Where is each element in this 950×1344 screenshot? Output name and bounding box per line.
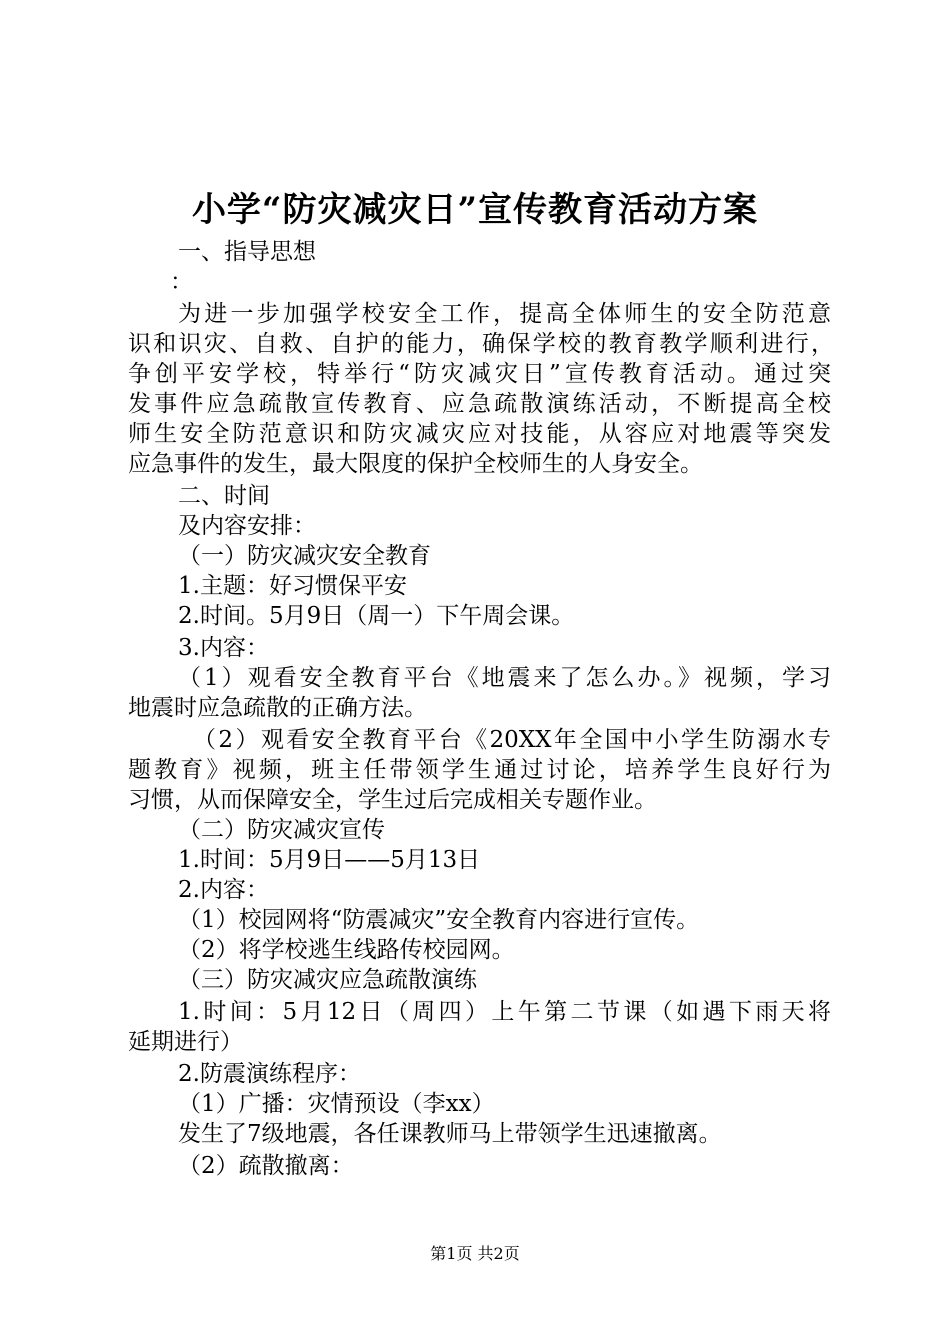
list-item: 2.防震演练程序： bbox=[178, 1061, 361, 1087]
list-item: 2.内容： bbox=[178, 877, 269, 903]
paragraph-line: （2）观看安全教育平台《20XX年全国中小学生防溺水专 bbox=[193, 727, 831, 753]
paragraph-line: 地震时应急疏散的正确方法。 bbox=[128, 695, 427, 721]
list-item: （1）校园网将“防震减灾”安全教育内容进行宣传。 bbox=[178, 907, 700, 933]
subsection-heading-safety-education: （一）防灾减灾安全教育 bbox=[178, 543, 431, 569]
list-item: 1.主题：好习惯保平安 bbox=[178, 573, 407, 599]
document-title: 小学“防灾减灾日”宣传教育活动方案 bbox=[191, 190, 759, 230]
paragraph-line: 题教育》视频，班主任带领学生通过讨论，培养学生良好行为 bbox=[128, 757, 831, 783]
subsection-heading-evacuation-drill: （三）防灾减灾应急疏散演练 bbox=[178, 967, 477, 993]
paragraph-line: 师生安全防范意识和防灾减灾应对技能，从容应对地震等突发 bbox=[128, 421, 831, 447]
list-item: （2）将学校逃生线路传校园网。 bbox=[178, 937, 515, 963]
paragraph-line: 为进一步加强学校安全工作，提高全体师生的安全防范意 bbox=[178, 301, 831, 327]
list-item: 2.时间。5月9日（周一）下午周会课。 bbox=[178, 603, 575, 629]
list-item: （1）广播：灾情预设（李xx） bbox=[178, 1091, 495, 1117]
paragraph-line: 应急事件的发生，最大限度的保护全校师生的人身安全。 bbox=[128, 451, 703, 477]
paragraph-line: 延期进行） bbox=[128, 1029, 243, 1055]
paragraph-line: 争创平安学校，特举行“防灾减灾日”宣传教育活动。通过突 bbox=[128, 361, 831, 387]
section-heading-guiding-ideology: 一、指导思想 bbox=[178, 239, 316, 265]
paragraph-line: 习惯，从而保障安全，学生过后完成相关专题作业。 bbox=[128, 787, 657, 813]
list-item: 1.时间：5月9日——5月13日 bbox=[178, 847, 481, 873]
colon-line: ： bbox=[170, 269, 193, 295]
list-item: 发生了7级地震，各任课教师马上带领学生迅速撤离。 bbox=[178, 1121, 722, 1147]
paragraph-line: 1.时间：5月12日（周四）上午第二节课（如遇下雨天将 bbox=[178, 999, 831, 1025]
page-footer: 第1页 共2页 bbox=[430, 1244, 520, 1263]
list-item: （2）疏散撤离： bbox=[178, 1153, 354, 1179]
section-heading-arrangement: 及内容安排： bbox=[178, 513, 316, 539]
subsection-heading-publicity: （二）防灾减灾宣传 bbox=[178, 817, 385, 843]
paragraph-line: （1）观看安全教育平台《地震来了怎么办。》视频，学习 bbox=[178, 665, 831, 691]
paragraph-line: 识和识灾、自救、自护的能力，确保学校的教育教学顺利进行， bbox=[128, 331, 834, 357]
paragraph-line: 发事件应急疏散宣传教育、应急疏散演练活动，不断提高全校 bbox=[128, 391, 831, 417]
section-heading-time: 二、时间 bbox=[178, 483, 270, 509]
list-item: 3.内容： bbox=[178, 635, 269, 661]
